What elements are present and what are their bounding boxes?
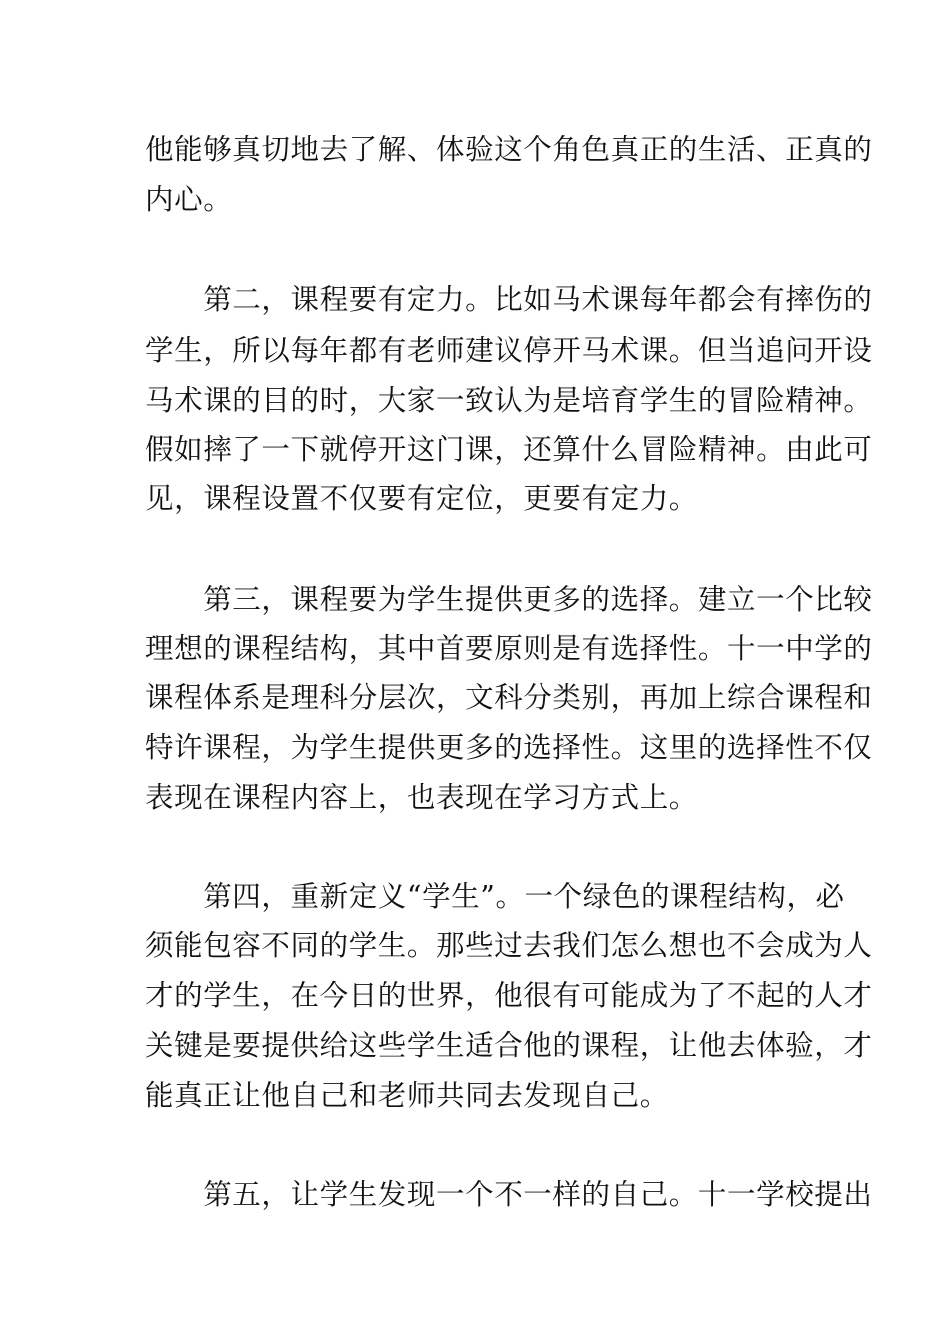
text-line: 课程体系是理科分层次，文科分类别，再加上综合课程和 xyxy=(145,681,873,714)
text-line: 须能包容不同的学生。那些过去我们怎么想也不会成为人 xyxy=(145,929,873,962)
text-line: 关键是要提供给这些学生适合他的课程，让他去体验，才 xyxy=(145,1029,873,1062)
paragraph-5-line: 第五，让学生发现一个不一样的自己。十一学校提出 xyxy=(145,1178,873,1211)
text-line: 才的学生，在今日的世界，他很有可能成为了不起的人才 xyxy=(145,979,873,1012)
text-line: 内心。 xyxy=(145,183,233,216)
text-line: 能真正让他自己和老师共同去发现自己。 xyxy=(145,1079,669,1112)
text-line: 他能够真切地去了解、体验这个角色真正的生活、正真的 xyxy=(145,133,873,166)
text-line: 表现在课程内容上，也表现在学习方式上。 xyxy=(145,781,698,814)
text-line: 学生，所以每年都有老师建议停开马术课。但当追问开设 xyxy=(145,334,873,367)
text-line: 理想的课程结构，其中首要原则是有选择性。十一中学的 xyxy=(145,632,873,665)
text-line: 见，课程设置不仅要有定位，更要有定力。 xyxy=(145,482,698,515)
paragraph-2-line: 第二，课程要有定力。比如马术课每年都会有摔伤的 xyxy=(145,283,873,316)
text-line: 假如摔了一下就停开这门课，还算什么冒险精神。由此可 xyxy=(145,433,873,466)
paragraph-3-line: 第三，课程要为学生提供更多的选择。建立一个比较 xyxy=(145,583,873,616)
text-line: 马术课的目的时，大家一致认为是培育学生的冒险精神。 xyxy=(145,384,873,417)
paragraph-4-line: 第四，重新定义“学生”。一个绿色的课程结构，必 xyxy=(145,880,845,913)
text-line: 特许课程，为学生提供更多的选择性。这里的选择性不仅 xyxy=(145,731,873,764)
